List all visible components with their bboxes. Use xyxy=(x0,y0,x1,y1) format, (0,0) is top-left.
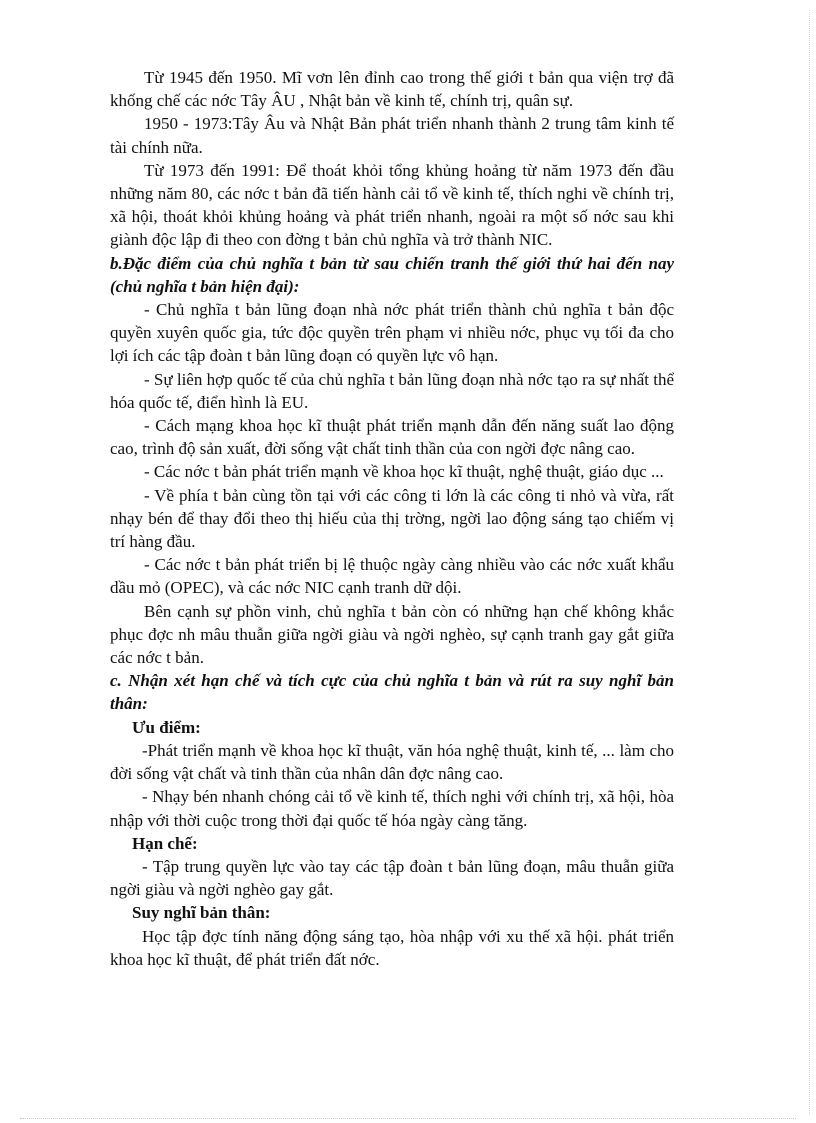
section-b-item: - Các nớc t bản phát triển bị lệ thuộc ngày càng nhiều vào các nớc xuất khẩu dầu mỏ (OPEC), và các nớc NIC cạnh tranh dữ dội. xyxy=(110,555,674,598)
paragraph-1950-1973: 1950 - 1973:Tây Âu và Nhật Bản phát triển nhanh thành 2 trung tâm kinh tế tài chính nữa. xyxy=(110,114,674,157)
limitation-item: - Tập trung quyền lực vào tay các tập đoàn t bản lũng đoạn, mâu thuẫn giữa ngời giàu và ngời nghèo gay gắt. xyxy=(110,856,674,900)
section-b-heading: b.Đặc điểm của chủ nghĩa t bản từ sau chiến tranh thế giới thứ hai đến nay (chủ nghĩa t bản hiện đại): xyxy=(110,253,674,296)
section-b-item: - Sự liên hợp quốc tế của chủ nghĩa t bản lũng đoạn nhà nớc tạo ra sự nhất thể hóa quốc tế, điển hình là EU. xyxy=(110,369,674,412)
page-edge-divider xyxy=(809,10,810,1115)
advantage-item: -Phát triển mạnh về khoa học kĩ thuật, văn hóa nghệ thuật, kinh tế, ... làm cho đời sống vật chất và tinh thần của nhân dân đợc nâng cao. xyxy=(110,740,674,784)
page-bottom-divider xyxy=(20,1118,796,1119)
section-b-item: - Về phía t bản cùng tồn tại với các công ti lớn là các công ti nhỏ và vừa, rất nhạy bén để thay đổi theo thị hiếu của thị trờng, ngời lao động sáng tạo chiếm vị trí hàng đầu. xyxy=(110,485,674,552)
reflection-heading: Suy nghĩ bản thân: xyxy=(132,903,271,923)
limitations-heading: Hạn chế: xyxy=(132,833,198,853)
document-body xyxy=(110,66,674,971)
section-b-item: - Cách mạng khoa học kĩ thuật phát triển mạnh dẫn đến năng suất lao động cao, trình độ sản xuất, đời sống vật chất tinh thần của con ngời đợc nâng cao. xyxy=(110,416,674,459)
paragraph-1945-1950: Từ 1945 đến 1950. Mĩ vơn lên đỉnh cao trong thế giới t bản qua viện trợ đã khống chế các nớc Tây ÂU , Nhật bản về kinh tế, chính trị, quân sự. xyxy=(110,68,674,111)
section-b-item: - Chủ nghĩa t bản lũng đoạn nhà nớc phát triển thành chủ nghĩa t bản độc quyền xuyên quốc gia, tức độc quyền trên phạm vi nhiều nớc, phục vụ tối đa cho lợi ích các tập đoàn t bản lũng đoạn có quyền lực vô hạn. xyxy=(110,300,674,366)
section-b-conclusion: Bên cạnh sự phồn vinh, chủ nghĩa t bản còn có những hạn chế không khắc phục đợc nh mâu thuẫn giữa ngời giàu và ngời nghèo, sự cạnh tranh gay gắt giữa các nớc t bản. xyxy=(110,601,674,668)
advantage-item: - Nhạy bén nhanh chóng cải tổ về kinh tế, thích nghi với chính trị, xã hội, hòa nhập với thời cuộc trong thời đại quốc tế hóa ngày càng tăng. xyxy=(110,787,674,830)
reflection-text: Học tập đợc tính năng động sáng tạo, hòa nhập với xu thế xã hội. phát triển khoa học kĩ thuật, để phát triển đất nớc. xyxy=(110,926,674,969)
advantages-heading: Ưu điểm: xyxy=(132,717,201,737)
section-c-heading: c. Nhận xét hạn chế và tích cực của chủ nghĩa t bản và rút ra suy nghĩ bản thân: xyxy=(110,671,674,714)
paragraph-1973-1991: Từ 1973 đến 1991: Để thoát khỏi tổng khủng hoảng từ năm 1973 đến đầu những năm 80, các nớc t bản đã tiến hành cải tổ về kinh tế, thích nghi về chính trị, xã hội, thoát khỏi khủng hoảng và phát triển nhanh, ngoài ra một số nớc sau khi giành độc lập đi theo con đờng t bản chủ nghĩa và trở thành NIC. xyxy=(110,160,674,250)
section-b-item: - Các nớc t bản phát triển mạnh về khoa học kĩ thuật, nghệ thuật, giáo dục ... xyxy=(144,462,664,482)
